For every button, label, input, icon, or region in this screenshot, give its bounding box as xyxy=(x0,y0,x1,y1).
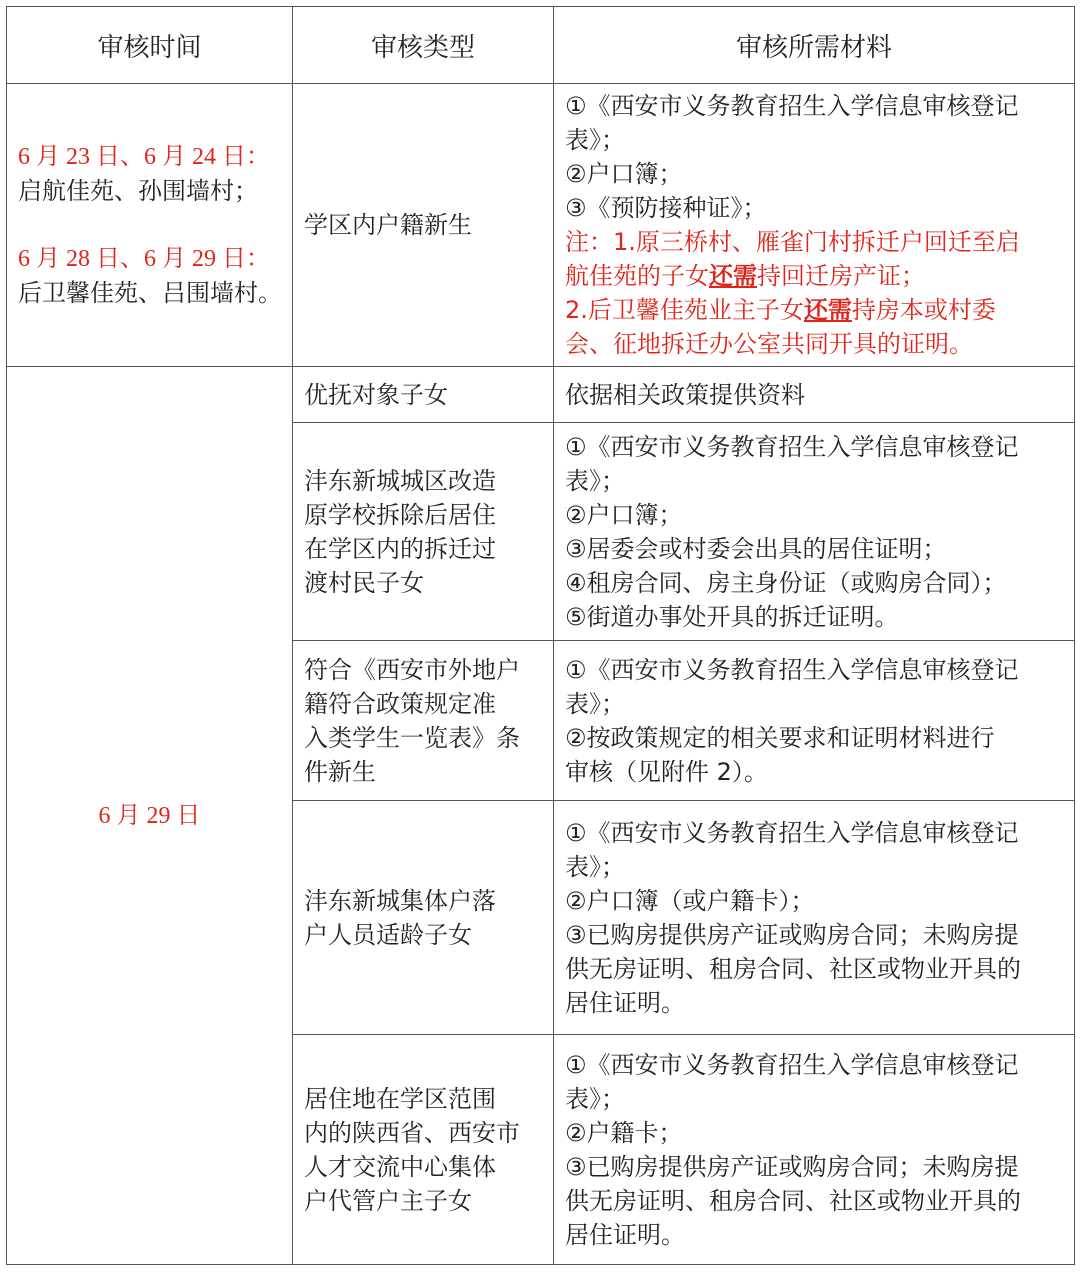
type-line: 优抚对象子女 xyxy=(304,380,448,409)
review-date: 6 月 28 日、6 月 29 日： xyxy=(18,246,270,272)
note-text: 航佳苑的子女 xyxy=(565,262,709,290)
note-line xyxy=(565,259,1066,293)
material-line: ③《预防接种证》； xyxy=(565,194,767,222)
material-line: ②户籍卡； xyxy=(565,1118,683,1147)
materials-cell xyxy=(554,84,1075,367)
review-place: 后卫馨佳苑、吕围墙村。 xyxy=(18,279,282,307)
material-line: ①《西安市义务教育招生入学信息审核登记 xyxy=(565,655,1019,684)
material-line: ③已购房提供房产证或购房合同；未购房提 xyxy=(565,920,1019,949)
material-line: ②户口簿（或户籍卡）； xyxy=(565,886,815,915)
material-line: ②按政策规定的相关要求和证明材料进行 xyxy=(565,723,995,752)
review-time-cell xyxy=(7,367,293,1265)
type-line: 籍符合政策规定准 xyxy=(304,689,496,718)
material-line: 表》； xyxy=(565,126,625,154)
type-line: 入类学生一览表》条 xyxy=(304,723,520,752)
type-line: 原学校拆除后居住 xyxy=(304,500,496,529)
review-type-cell xyxy=(293,641,554,801)
material-line: 供无房证明、租房合同、社区或物业开具的 xyxy=(565,954,1021,983)
note-text: 持房本或村委 xyxy=(851,296,996,324)
emphasis-text: 还需 xyxy=(709,262,757,290)
materials-cell xyxy=(554,423,1075,641)
material-line: ③已购房提供房产证或购房合同；未购房提 xyxy=(565,1152,1019,1181)
note-text: 持回迁房产证； xyxy=(757,262,925,290)
material-line: ⑤街道办事处开具的拆迁证明。 xyxy=(565,602,899,631)
review-type-cell xyxy=(293,84,554,367)
material-line: ①《西安市义务教育招生入学信息审核登记 xyxy=(565,818,1019,847)
material-line: ②户口簿； xyxy=(565,500,683,529)
type-line: 符合《西安市外地户 xyxy=(304,655,520,684)
note-line xyxy=(565,293,1066,327)
type-line: 渡村民子女 xyxy=(304,568,424,597)
note-text: 2.后卫馨佳苑业主子女 xyxy=(565,296,804,324)
material-line: 审核（见附件 2）。 xyxy=(565,757,768,786)
header-row xyxy=(7,7,1075,84)
material-line: 居住证明。 xyxy=(565,1220,685,1249)
type-line: 户人员适龄子女 xyxy=(304,920,472,949)
material-line: ①《西安市义务教育招生入学信息审核登记 xyxy=(565,92,1019,120)
note-line: 会、征地拆迁办公室共同开具的证明。 xyxy=(565,330,973,358)
material-line: 表》； xyxy=(565,689,625,718)
review-place: 启航佳苑、孙围墙村； xyxy=(18,177,258,205)
material-line: ①《西安市义务教育招生入学信息审核登记 xyxy=(565,432,1019,461)
review-type-cell xyxy=(293,423,554,641)
review-schedule-table xyxy=(6,6,1075,1265)
table-row xyxy=(7,367,1075,423)
material-line: ②户口簿； xyxy=(565,160,683,188)
review-date: 6 月 23 日、6 月 24 日： xyxy=(18,144,270,170)
type-line: 内的陕西省、西安市 xyxy=(304,1118,520,1147)
material-line: 表》； xyxy=(565,466,625,495)
material-line: ③居委会或村委会出具的居住证明； xyxy=(565,534,947,563)
type-line: 人才交流中心集体 xyxy=(304,1152,496,1181)
type-line: 件新生 xyxy=(304,757,376,786)
emphasis-text: 还需 xyxy=(803,296,852,324)
material-line: ①《西安市义务教育招生入学信息审核登记 xyxy=(565,1050,1019,1079)
table-row xyxy=(7,84,1075,367)
review-type-cell xyxy=(293,367,554,423)
type-line: 居住地在学区范围 xyxy=(304,1084,496,1113)
material-line: 表》； xyxy=(565,1084,625,1113)
header-required-materials: 审核所需材料 xyxy=(554,7,1075,84)
header-review-type: 审核类型 xyxy=(293,7,554,84)
material-line: 居住证明。 xyxy=(565,988,685,1017)
review-type: 学区内户籍新生 xyxy=(304,211,472,239)
material-line: 依据相关政策提供资料 xyxy=(565,380,805,409)
review-date: 6 月 29 日 xyxy=(98,803,201,829)
materials-cell xyxy=(554,801,1075,1035)
material-line: ④租房合同、房主身份证（或购房合同）； xyxy=(565,568,1007,597)
review-type-cell xyxy=(293,801,554,1035)
materials-cell xyxy=(554,641,1075,801)
type-line: 在学区内的拆迁过 xyxy=(304,534,496,563)
type-line: 户代管户主子女 xyxy=(304,1186,472,1215)
material-line: 表》； xyxy=(565,852,625,881)
materials-cell xyxy=(554,1035,1075,1265)
review-type-cell xyxy=(293,1035,554,1265)
materials-cell xyxy=(554,367,1075,423)
material-line: 供无房证明、租房合同、社区或物业开具的 xyxy=(565,1186,1021,1215)
type-line: 沣东新城城区改造 xyxy=(304,466,496,495)
note-line: 注：1.原三桥村、雁雀门村拆迁户回迁至启 xyxy=(565,228,1020,256)
type-line: 沣东新城集体户落 xyxy=(304,886,496,915)
review-time-cell xyxy=(7,84,293,367)
header-review-time: 审核时间 xyxy=(7,7,293,84)
